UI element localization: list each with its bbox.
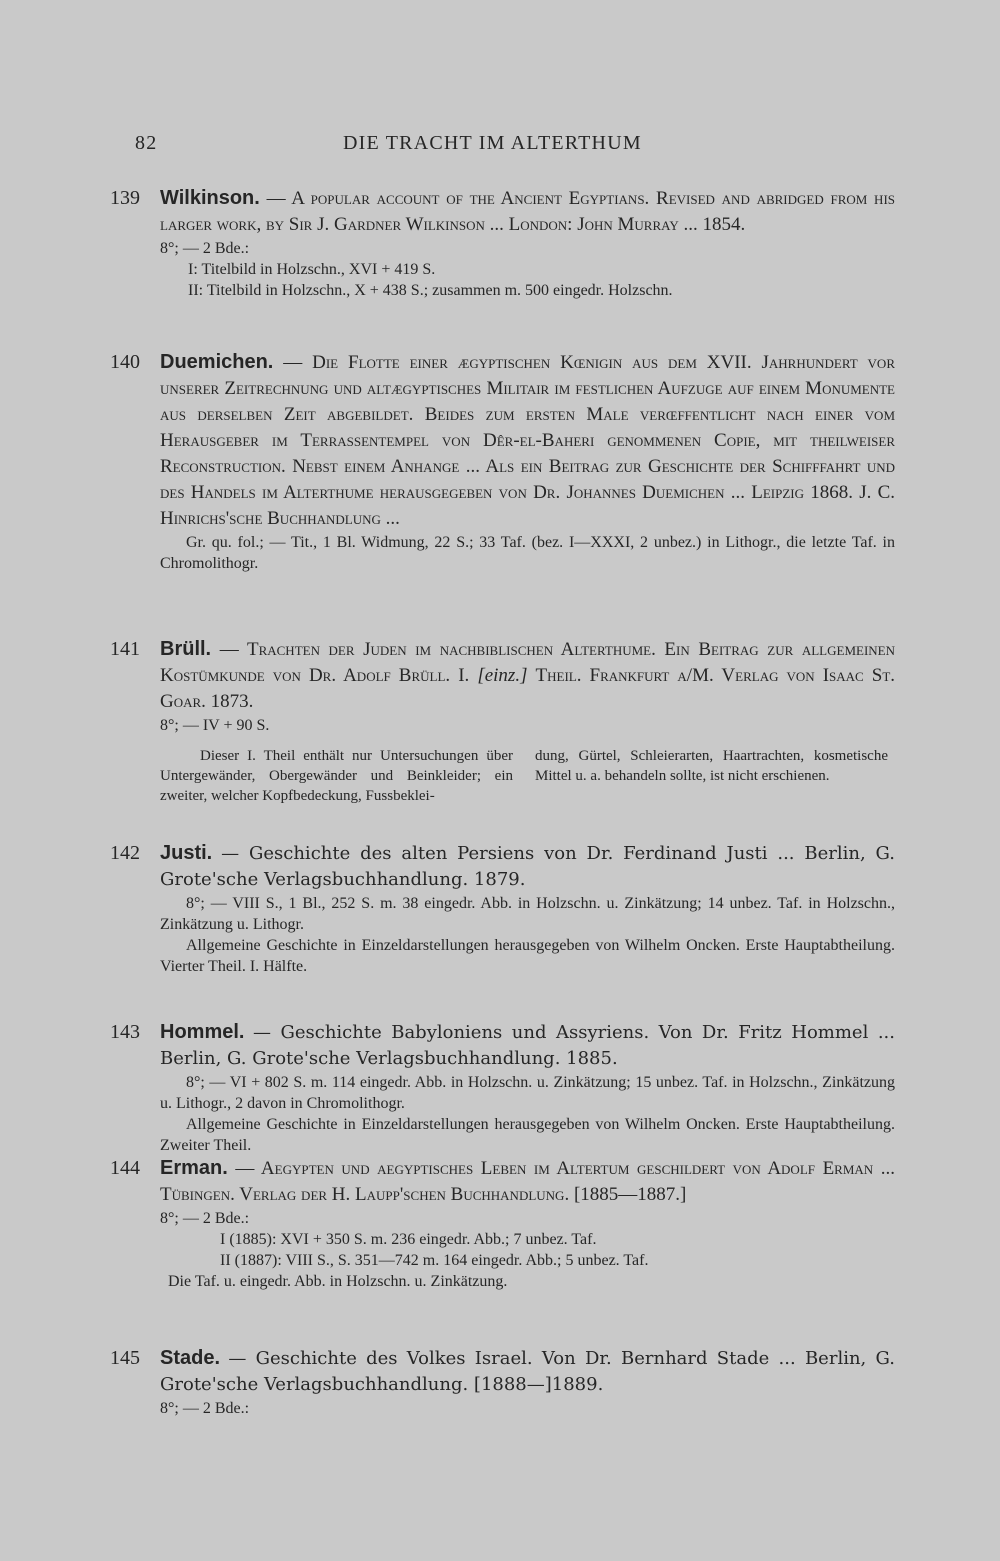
- entry-143: [110, 1019, 895, 1156]
- entry-author: Brüll.: [160, 638, 212, 660]
- entry-number: 144: [110, 1157, 140, 1179]
- entry-heading: [110, 185, 896, 238]
- entry-author: Justi.: [160, 842, 213, 864]
- entry-number: 140: [110, 351, 140, 373]
- entry-format: 8°; — IV + 90 S.: [160, 717, 270, 734]
- entry-author: Wilkinson.: [160, 187, 260, 209]
- entry-volume-line: I (1885): XVI + 350 S. m. 236 eingedr. Abb.; 7 unbez. Taf.: [220, 1231, 597, 1248]
- entry-title: — Geschichte des Volkes Israel. Von Dr. Bernhard Stade ... Berlin, G. Grote'sche Verlagsbuchhandlung. [1888—]1889.: [160, 1348, 895, 1395]
- entry-title: — Die Flotte einer ægyptischen Kœnigin aus dem XVII. Jahrhundert vor unserer Zeitrechnung und altægyptisches Militair im festlichen Aufzuge auf einem Monumente aus derselben Zeit abgebildet. Beides zum ersten Male verœffentlicht nach einer vom Herausgeber im Terrassentempel von Dêr-el-Baheri genommenen Copie, mit theilweiser Reconstruction. Nebst einem Anhange ... Als ein Beitrag zur Geschichte der Schifffahrt und des Handels im Alterthume herausgegeben von Dr. Johannes Duemichen ... Leipzig 1868. J. C. Hinrichs'sche Buchhandlung ...: [160, 352, 895, 529]
- entry-note-line: Die Taf. u. eingedr. Abb. in Holzschn. u. Zinkätzung.: [168, 1273, 508, 1290]
- entry-number: 145: [110, 1347, 140, 1369]
- page-number: 82: [135, 132, 158, 154]
- entry-description: Gr. qu. fol.; — Tit., 1 Bl. Widmung, 22 S.; 33 Taf. (bez. I—XXXI, 2 unbez.) in Lithogr., die letzte Taf. in Chromolithogr.: [160, 534, 895, 572]
- entry-140: [110, 349, 895, 574]
- entry-format: 8°; — 2 Bde.:: [160, 240, 250, 257]
- entry-author: Duemichen.: [160, 351, 274, 373]
- entry-144: [110, 1155, 895, 1292]
- entry-139: [110, 185, 895, 301]
- entry-number: 141: [110, 638, 140, 660]
- entry-title: — Geschichte Babyloniens und Assyriens. Von Dr. Fritz Hommel ... Berlin, G. Grote'sche Verlagsbuchhandlung. 1885.: [160, 1022, 895, 1069]
- entry-145: [110, 1345, 895, 1419]
- entry-title: — Aegypten und aegyptisches Leben im Altertum geschildert von Adolf Erman ... Tübingen. Verlag der H. Laupp'schen Buchhandlung. [1885—1887.]: [160, 1158, 895, 1205]
- entry-heading: [110, 349, 895, 532]
- entry-141: [110, 636, 895, 806]
- entry-series: Allgemeine Geschichte in Einzeldarstellungen herausgegeben von Wilhelm Oncken. Erste Hauptabtheilung. Vierter Theil. I. Hälfte.: [160, 937, 895, 975]
- entry-heading: [110, 1019, 895, 1072]
- entry-description: 8°; — VIII S., 1 Bl., 252 S. m. 38 eingedr. Abb. in Holzschn. u. Zinkätzung; 14 unbez. Taf. in Holzschn., Zinkätzung u. Lithogr.: [160, 895, 895, 933]
- entry-heading: [110, 1155, 895, 1208]
- entry-title: — Geschichte des alten Persiens von Dr. Ferdinand Justi ... Berlin, G. Grote'sche Verlagsbuchhandlung. 1879.: [160, 843, 896, 890]
- entry-heading: [110, 636, 896, 715]
- entry-title: — A popular account of the Ancient Egyptians. Revised and abridged from his larger work, by Sir J. Gardner Wilkinson ... London: John Murray ... 1854.: [160, 188, 896, 235]
- entry-author: Stade.: [160, 1347, 221, 1369]
- entry-format: 8°; — 2 Bde.:: [160, 1210, 250, 1227]
- entry-note: [160, 746, 895, 806]
- entry-volume-line: II (1887): VIII S., S. 351—742 m. 164 eingedr. Abb.; 5 unbez. Taf.: [220, 1252, 649, 1269]
- entry-description: 8°; — VI + 802 S. m. 114 eingedr. Abb. in Holzschn. u. Zinkätzung; 15 unbez. Taf. in Holzschn., Zinkätzung u. Lithogr., 2 davon in Chromolithogr.: [160, 1074, 895, 1112]
- entry-title-bracket: [einz.]: [477, 665, 528, 686]
- entry-volume-line: I: Titelbild in Holzschn., XVI + 419 S.: [188, 261, 436, 278]
- entry-title: — Trachten der Juden im nachbiblischen Alterthume. Ein Beitrag zur allgemeinen Kostümkunde von Dr. Adolf Brüll. I.: [160, 639, 895, 686]
- entry-142: [110, 840, 895, 977]
- entry-heading: [110, 840, 896, 893]
- note-column-left: Dieser I. Theil enthält nur Untersuchungen über Untergewänder, Obergewänder und Beinkleider; ein zweiter, welcher Kopfbedeckung, Fussbeklei-: [160, 748, 513, 804]
- entry-series: Allgemeine Geschichte in Einzeldarstellungen herausgegeben von Wilhelm Oncken. Erste Hauptabtheilung. Zweiter Theil.: [160, 1116, 895, 1154]
- entry-heading: [110, 1345, 895, 1398]
- running-title: DIE TRACHT IM ALTERTHUM: [343, 132, 642, 154]
- entry-number: 142: [110, 842, 140, 864]
- entry-title-continued: Theil. Frankfurt a/M. Verlag von Isaac St. Goar. 1873.: [160, 665, 896, 712]
- entry-format: 8°; — 2 Bde.:: [160, 1400, 250, 1417]
- entry-volume-line: II: Titelbild in Holzschn., X + 438 S.; zusammen m. 500 eingedr. Holzschn.: [188, 282, 673, 299]
- entry-number: 139: [110, 187, 140, 209]
- entry-author: Hommel.: [160, 1021, 245, 1043]
- entry-number: 143: [110, 1021, 140, 1043]
- note-column-right: dung, Gürtel, Schleierarten, Haartrachten, kosmetische Mittel u. a. behandeln sollte, ist nicht erschienen.: [535, 748, 888, 784]
- entry-author: Erman.: [160, 1157, 228, 1179]
